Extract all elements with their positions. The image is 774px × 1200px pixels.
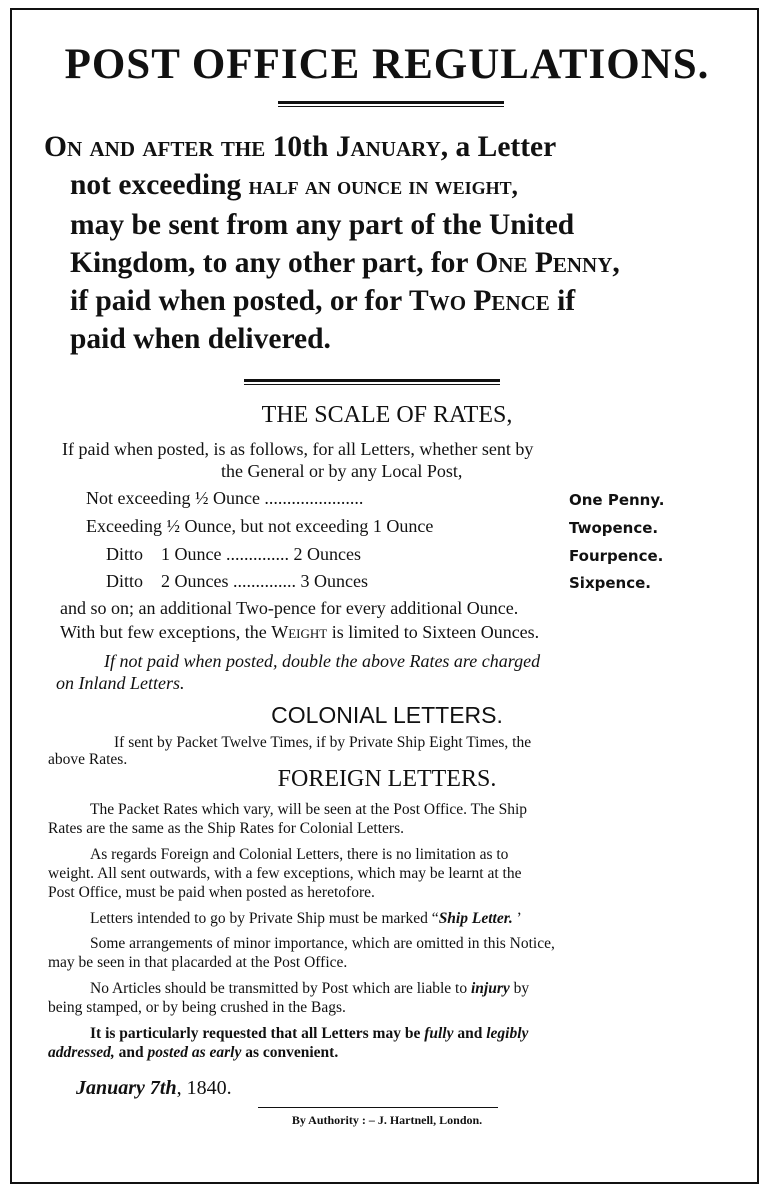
intro-text: if paid when posted, or for [70,285,410,317]
intro-one-penny: One Penny, [475,247,620,279]
request-text: and [453,1025,487,1042]
not-paid-line: If not paid when posted, double the above Rates are charged [104,651,541,671]
colonial-text: above Rates. [48,751,128,768]
request-text: and [114,1044,148,1061]
intro-date: 10th [272,131,336,163]
rate-row-desc: Not exceeding ½ Ounce ...................... [86,488,364,508]
scale-heading: THE SCALE OF RATES, [261,402,513,428]
intro-line: may be sent from any part of the United [70,209,575,241]
intro-line [44,166,734,206]
injury-line [90,980,529,998]
request-emph: addressed, [48,1044,115,1061]
authority-rule [258,1107,498,1108]
intro-line [44,282,734,320]
scale-andso: and so on; an additional Two-pence for every additional Ounce. [60,598,519,618]
intro-line [44,128,734,166]
foreign-text: weight. All sent outwards, with a few exceptions, which may be learnt at the [48,865,522,882]
weight-word: Weight [271,622,328,642]
ship-letter-text: Letters intended to go by Private Ship must be marked “ [90,910,439,927]
foreign-text: being stamped, or by being crushed in the Bags. [48,999,346,1016]
notice-title: POST OFFICE REGULATIONS. [64,41,710,88]
intro-text: not exceeding [70,169,249,201]
foreign-text: Some arrangements of minor importance, which are omitted in this Notice, [90,935,555,952]
request-text: It is particularly requested that all Letters may be [90,1025,425,1042]
intro-paragraph [44,128,734,358]
foreign-text: may be seen in that placarded at the Post Office. [48,954,348,971]
scale-intro-line: If paid when posted, is as follows, for all Letters, whether sent by [62,439,534,459]
scale-intro-line: the General or by any Local Post, [221,461,463,481]
not-paid-line: on Inland Letters. [56,673,185,693]
rate-row-price: Sixpence. [569,574,651,592]
request-line [90,1025,528,1043]
weight-text: is limited to Sixteen Ounces. [327,622,540,642]
rate-row-desc: Ditto 1 Ounce .............. 2 Ounces [106,544,361,564]
date-day: January 7th [76,1077,177,1099]
authority-line: By Authority : – J. Hartnell, London. [291,1113,483,1127]
section-rule [244,379,500,385]
rate-row-desc: Exceeding ½ Ounce, but not exceeding 1 Ounce [86,516,434,536]
foreign-text: Rates are the same as the Ship Rates for Colonial Letters. [48,820,404,837]
request-text: as convenient. [241,1044,339,1061]
intro-text: if [549,285,576,317]
injury-text: No Articles should be transmitted by Post which are liable to [90,980,471,997]
intro-weight: half an ounce in weight, [248,173,518,200]
weight-text: With but few exceptions, the [60,622,272,642]
intro-two-pence: Two Pence [409,285,550,317]
notice-date [76,1077,232,1100]
request-line [48,1044,338,1062]
rate-row-price: Twopence. [569,519,659,537]
ship-letter-text: ’ [512,910,522,927]
ship-letter-mark: Ship Letter. [438,910,513,927]
colonial-text: If sent by Packet Twelve Times, if by Private Ship Eight Times, the [114,734,532,751]
date-year: , 1840. [176,1077,232,1099]
colonial-heading: COLONIAL LETTERS. [271,702,503,728]
ship-letter-line [90,910,522,928]
intro-line [44,244,734,282]
injury-word: injury [470,980,510,997]
intro-line: paid when delivered. [70,323,331,355]
request-emph: legibly [486,1025,529,1042]
foreign-heading: FOREIGN LETTERS. [277,766,497,792]
scale-weight-limit [60,622,539,643]
intro-text: , a Letter [440,131,557,163]
intro-text: On and after the [44,131,273,163]
foreign-text: As regards Foreign and Colonial Letters, there is no limitation as to [90,846,509,863]
foreign-text: The Packet Rates which vary, will be seen at the Post Office. The Ship [90,801,528,818]
title-rule [278,101,504,107]
rate-row-desc: Ditto 2 Ounces .............. 3 Ounces [106,571,368,591]
intro-month: January [335,131,441,163]
injury-text: by [509,980,530,997]
intro-text: Kingdom, to any other part, for [70,247,476,279]
rate-row-price: Fourpence. [569,547,664,565]
request-emph: fully [424,1025,454,1042]
rate-row-price: One Penny. [569,491,665,509]
request-emph: posted as early [147,1044,242,1061]
foreign-text: Post Office, must be paid when posted as heretofore. [48,884,375,901]
